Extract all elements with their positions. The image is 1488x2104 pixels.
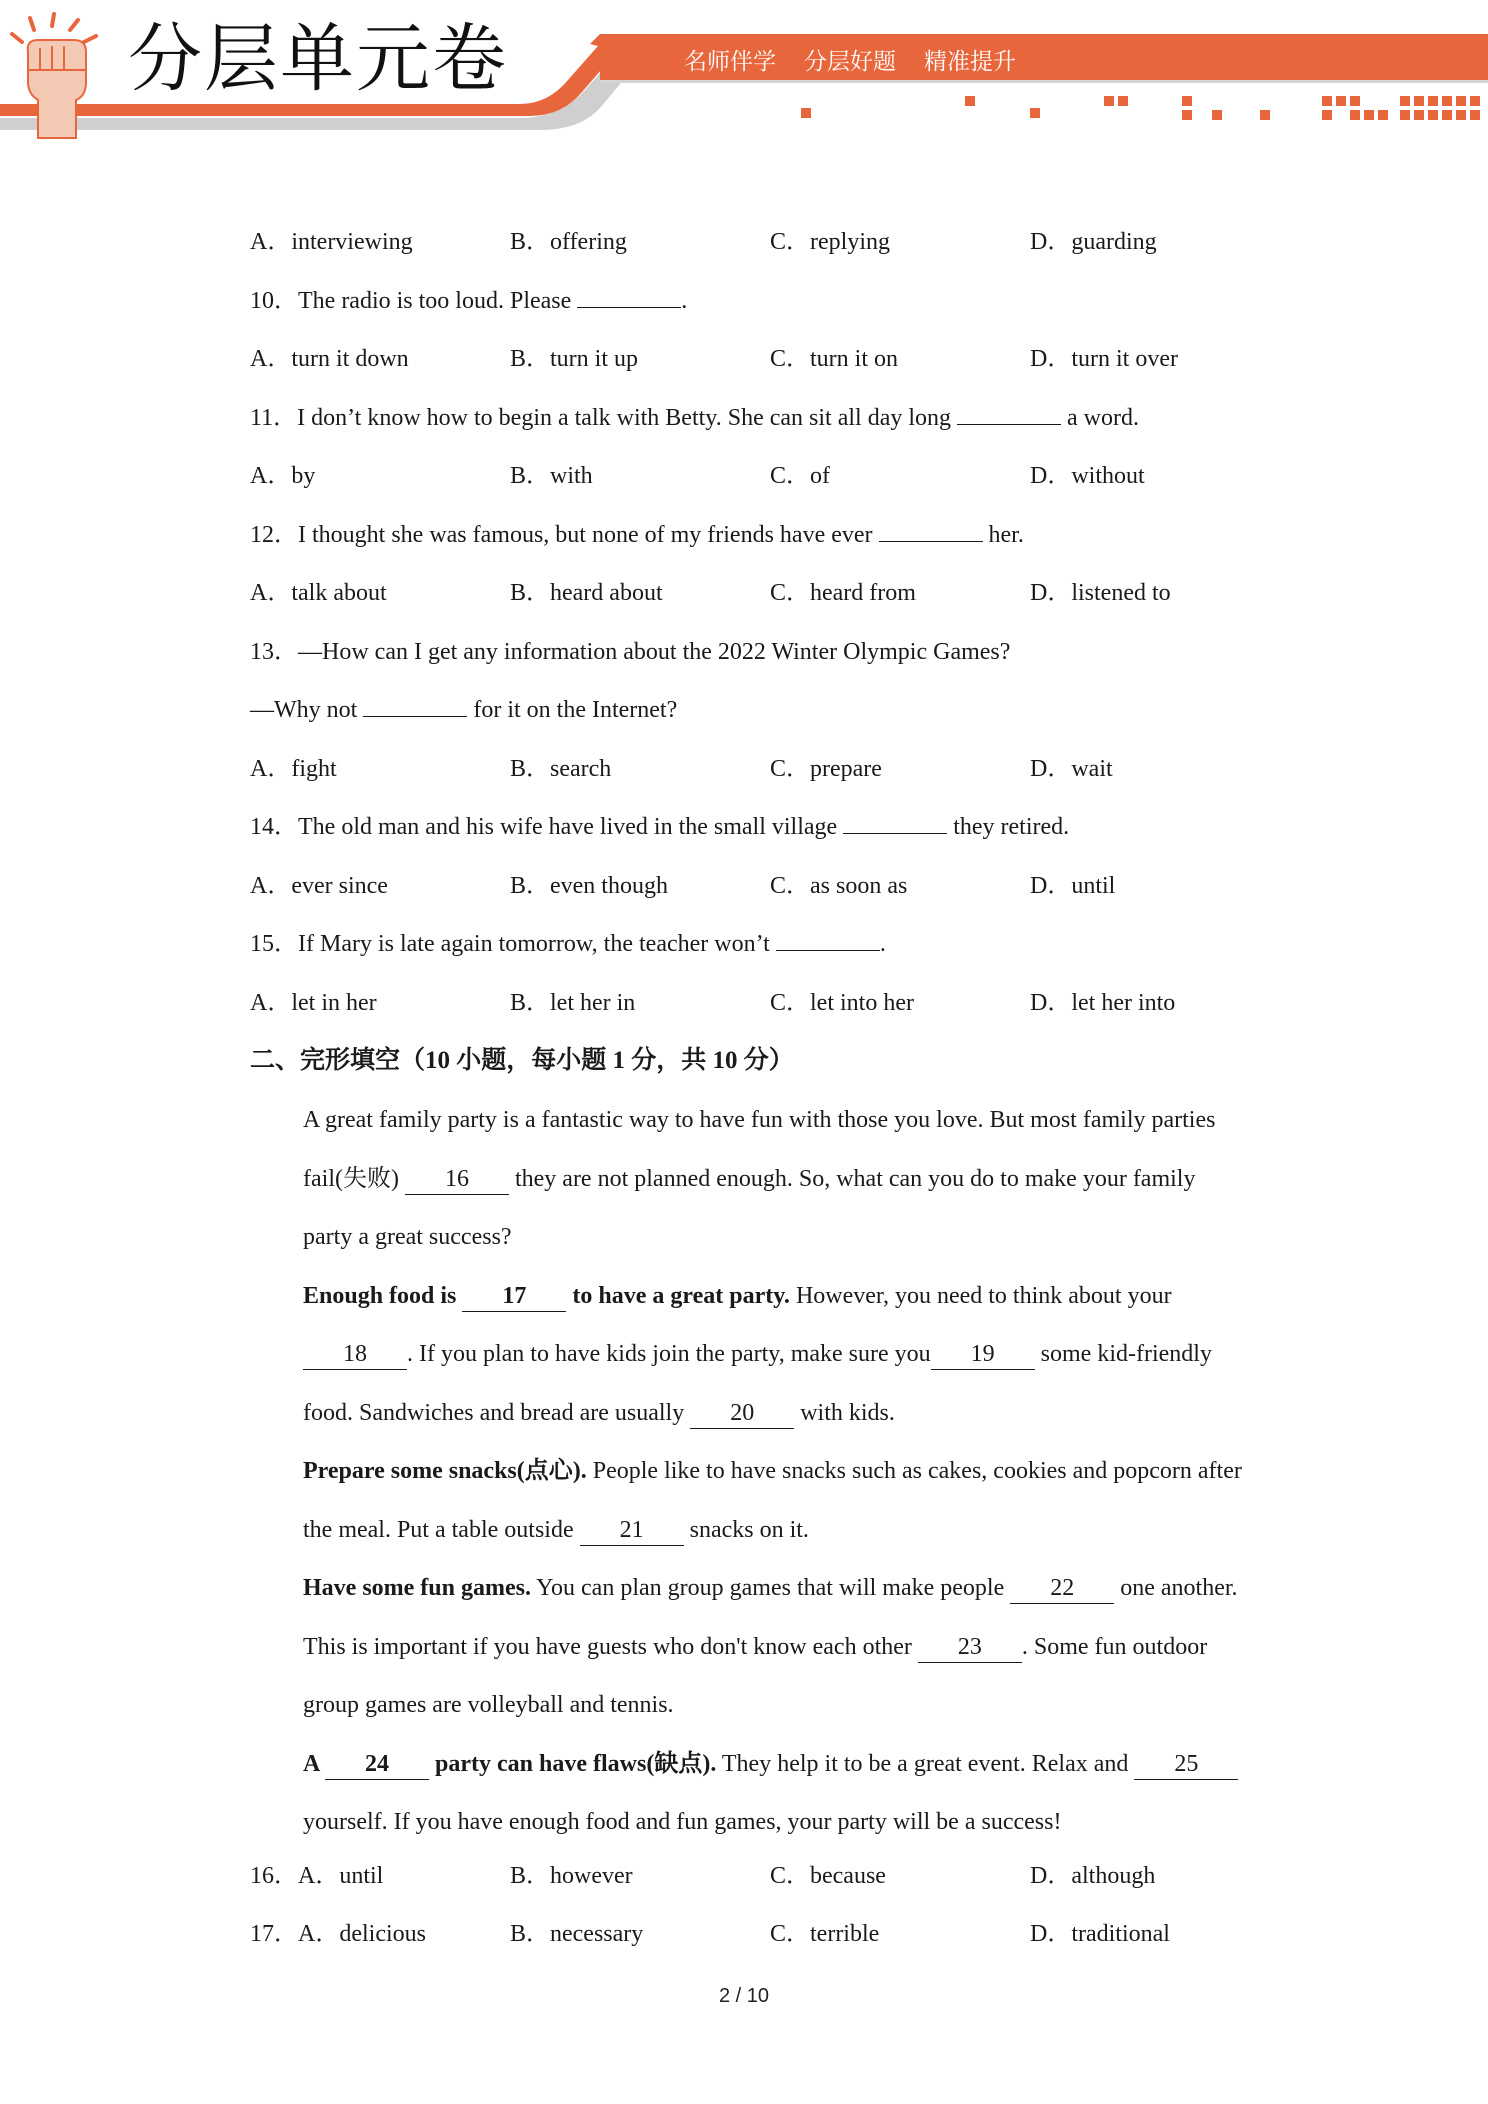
option: B．search (510, 756, 612, 782)
answer-blank (879, 515, 983, 542)
passage-text: with kids. (794, 1399, 895, 1426)
option-row (250, 456, 1290, 496)
question-number: 17． (250, 1921, 298, 1947)
question-text: If Mary is late again tomorrow, the teacher won’t (298, 931, 776, 957)
option-text: A．delicious (298, 1921, 426, 1947)
question-stem (250, 398, 1139, 438)
option-row (250, 339, 1290, 379)
slogan-item: 精准提升 (924, 49, 1016, 75)
passage-text: they are not planned enough. So, what can you do to make your family party a great success? (303, 1165, 1196, 1250)
option: B．turn it up (510, 346, 639, 372)
option: A．by (250, 463, 316, 489)
question-text: . (879, 931, 886, 957)
brand-title: 分层单元卷 (128, 16, 508, 102)
question-text: I don’t know how to begin a talk with Betty. She can sit all day long (297, 405, 958, 431)
slogan-item: 分层好题 (804, 49, 896, 75)
option: C．terrible (770, 1921, 880, 1947)
option: C．as soon as (770, 873, 908, 899)
option (250, 1856, 510, 1896)
question-text: —Why not (250, 697, 364, 723)
passage-heading: Have some fun games. (303, 1575, 531, 1601)
option: D．without (1030, 463, 1145, 489)
question-number: 15． (250, 931, 298, 957)
passage-heading: to have a great party. (566, 1282, 790, 1309)
passage-text: snacks on it. (683, 1516, 809, 1543)
numbered-blank: 25 (1134, 1749, 1238, 1780)
option: A．turn it down (250, 346, 409, 372)
option: B．let her in (510, 990, 636, 1016)
page-header (0, 0, 1488, 150)
option-row (250, 222, 1290, 262)
answer-blank (363, 690, 467, 717)
option: C．let into her (770, 990, 914, 1016)
option: B．heard about (510, 580, 663, 606)
option: C．prepare (770, 756, 882, 782)
option: B．offering (510, 229, 627, 255)
option: D．guarding (1030, 229, 1157, 255)
question-stem (250, 515, 1024, 555)
option-row (250, 983, 1290, 1023)
passage-text: People like to have snacks such as cakes, cookies and popcorn after the meal. Put a table outside (303, 1458, 1242, 1543)
slogan-item: 名师伴学 (684, 49, 776, 75)
page-number: 2 / 10 (718, 1985, 770, 2007)
passage-paragraph (250, 1735, 1250, 1852)
question-number: 13． (250, 639, 298, 665)
numbered-blank: 19 (931, 1339, 1035, 1370)
question-number: 16． (250, 1863, 298, 1889)
passage-text: They help it to be a great event. Relax and (716, 1750, 1135, 1777)
option: C．heard from (770, 580, 916, 606)
option: D．turn it over (1030, 346, 1178, 372)
question-text: for it on the Internet? (467, 697, 678, 723)
option: A．let in her (250, 990, 377, 1016)
option: C．turn it on (770, 346, 899, 372)
header-slogan (684, 44, 1016, 80)
option: D．let her into (1030, 990, 1176, 1016)
option: B．necessary (510, 1921, 644, 1947)
numbered-blank: 22 (1010, 1573, 1114, 1604)
cloze-passage (250, 1091, 1250, 1852)
numbered-blank: 21 (580, 1515, 684, 1546)
passage-heading: A (303, 1750, 326, 1777)
question-number: 12． (250, 522, 298, 548)
passage-paragraph (250, 1442, 1250, 1559)
question-text: I thought she was famous, but none of my friends have ever (298, 522, 879, 548)
answer-blank (776, 924, 880, 951)
question-stem (250, 632, 1010, 672)
question-number: 11． (250, 405, 298, 431)
passage-heading: Prepare some snacks(点心). (303, 1458, 587, 1484)
passage-paragraph (250, 1091, 1250, 1267)
option-row (250, 1856, 1290, 1896)
question-text: a word. (1061, 405, 1139, 431)
answer-blank (957, 398, 1061, 425)
option-row (250, 1914, 1290, 1954)
question-text: The radio is too loud. Please (298, 288, 578, 314)
numbered-blank: 17 (462, 1281, 566, 1312)
option: A．ever since (250, 873, 388, 899)
passage-text: You can plan group games that will make people (530, 1575, 1011, 1601)
passage-text: some kid-friendly food. Sandwiches and bread are usually (303, 1341, 1212, 1426)
option: C．of (770, 463, 830, 489)
numbered-blank: 20 (690, 1398, 794, 1429)
numbered-blank: 24 (325, 1749, 429, 1780)
passage-text: However, you need to think about your (789, 1282, 1172, 1309)
numbered-blank: 23 (918, 1632, 1022, 1663)
option-row (250, 749, 1290, 789)
option: A．interviewing (250, 229, 413, 255)
question-stem (250, 924, 886, 964)
option: C．replying (770, 229, 890, 255)
option: D．listened to (1030, 580, 1171, 606)
question-stem (250, 281, 687, 321)
passage-text: yourself. If you have enough food and fun games, your party will be a success! (303, 1809, 1062, 1835)
answer-blank (577, 281, 681, 308)
option-row (250, 573, 1290, 613)
option: D．although (1030, 1863, 1156, 1889)
option-text: A．until (298, 1863, 384, 1889)
option-row (250, 866, 1290, 906)
option: B．even though (510, 873, 668, 899)
option: A．talk about (250, 580, 387, 606)
passage-heading: Enough food is (303, 1282, 463, 1309)
numbered-blank: 18 (303, 1339, 407, 1370)
question-stem-line2 (250, 690, 677, 730)
answer-blank (843, 807, 947, 834)
option: A．fight (250, 756, 337, 782)
option (250, 1914, 510, 1954)
option: B．with (510, 463, 593, 489)
numbered-blank: 16 (405, 1164, 509, 1195)
option: B．however (510, 1863, 633, 1889)
question-text: —How can I get any information about the 2022 Winter Olympic Games? (298, 639, 1011, 665)
passage-paragraph (250, 1559, 1250, 1735)
passage-text: . Some fun outdoor group games are volleyball and tennis. (303, 1633, 1208, 1718)
option: D．wait (1030, 756, 1113, 782)
question-text: they retired. (947, 814, 1070, 840)
passage-text: A great family party is a fantastic way to have fun with those you love. But most family parties fail(失败) (303, 1107, 1216, 1192)
question-text: . (681, 288, 688, 314)
option: C．because (770, 1863, 886, 1889)
passage-paragraph (250, 1267, 1250, 1443)
passage-heading: party can have flaws(缺点). (429, 1750, 717, 1777)
question-text: her. (982, 522, 1024, 548)
passage-text: . If you plan to have kids join the party, make sure you (407, 1341, 931, 1367)
option: D．traditional (1030, 1921, 1170, 1947)
section-title: 二、完形填空（10 小题，每小题 1 分，共 10 分） (250, 1047, 794, 1074)
option: D．until (1030, 873, 1116, 899)
question-text: The old man and his wife have lived in the small village (298, 814, 844, 840)
question-stem (250, 807, 1069, 847)
passage-text: one another. This is important if you have guests who don't know each other (303, 1575, 1238, 1660)
question-number: 14． (250, 814, 298, 840)
question-number: 10． (250, 288, 298, 314)
